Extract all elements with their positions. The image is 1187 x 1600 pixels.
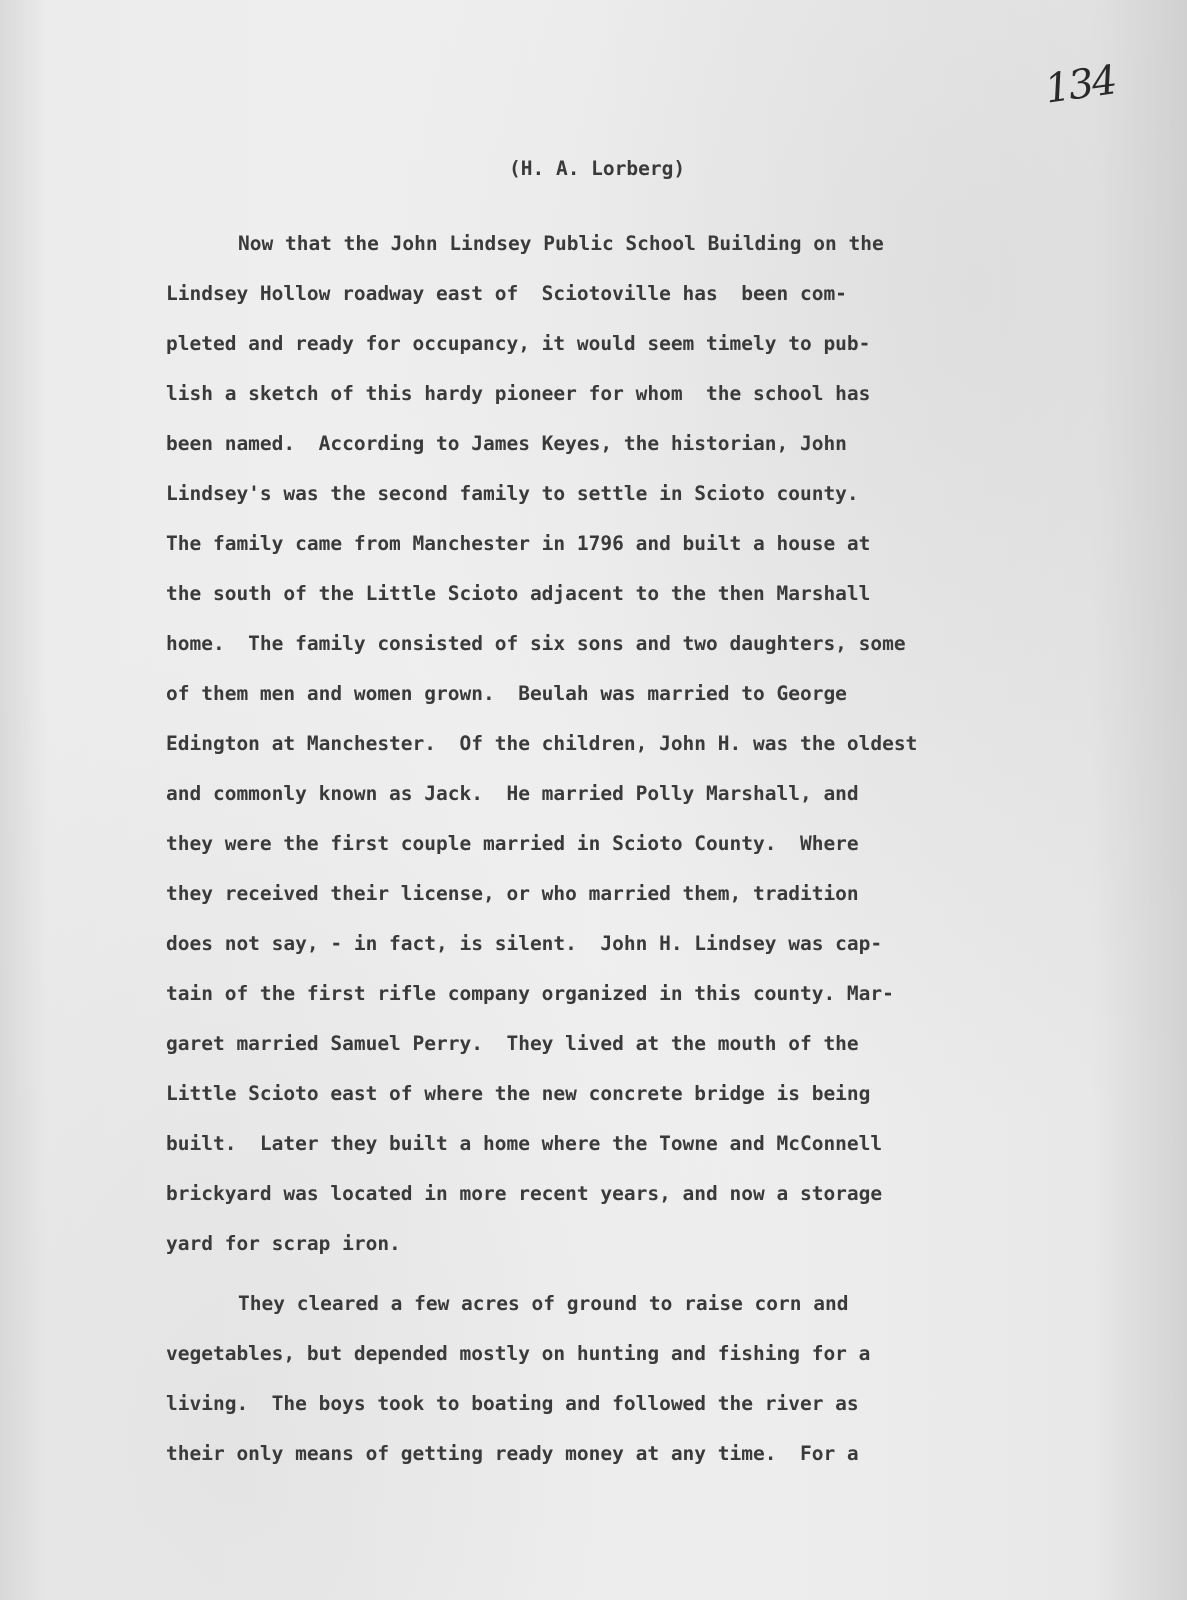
text-line: Edington at Manchester. Of the children, John H. was the oldest <box>166 732 918 755</box>
text-line: brickyard was located in more recent years, and now a storage <box>166 1182 883 1205</box>
text-line: yard for scrap iron. <box>166 1232 401 1255</box>
text-line: garet married Samuel Perry. They lived at the mouth of the <box>166 1032 859 1055</box>
text-line: They cleared a few acres of ground to raise corn and <box>238 1292 849 1315</box>
text-line: and commonly known as Jack. He married Polly Marshall, and <box>166 782 859 805</box>
text-line: their only means of getting ready money at any time. For a <box>166 1442 859 1465</box>
text-line: built. Later they built a home where the Towne and McConnell <box>166 1132 883 1155</box>
text-line: vegetables, but depended mostly on hunting and fishing for a <box>166 1342 871 1365</box>
text-line: they were the first couple married in Scioto County. Where <box>166 832 859 855</box>
text-line: living. The boys took to boating and followed the river as <box>166 1392 859 1415</box>
text-line: of them men and women grown. Beulah was married to George <box>166 682 847 705</box>
text-line: the south of the Little Scioto adjacent to the then Marshall <box>166 582 871 605</box>
text-line: pleted and ready for occupancy, it would seem timely to pub- <box>166 332 871 355</box>
text-line: lish a sketch of this hardy pioneer for whom the school has <box>166 382 871 405</box>
text-line: been named. According to James Keyes, the historian, John <box>166 432 847 455</box>
handwritten-page-number: 134 <box>1042 57 1119 113</box>
author-byline: (H. A. Lorberg) <box>509 157 686 180</box>
text-line: home. The family consisted of six sons and two daughters, some <box>166 632 906 655</box>
text-line: Little Scioto east of where the new concrete bridge is being <box>166 1082 871 1105</box>
text-line: Lindsey's was the second family to settle in Scioto county. <box>166 482 859 505</box>
text-line: they received their license, or who married them, tradition <box>166 882 859 905</box>
text-line: Lindsey Hollow roadway east of Sciotoville has been com- <box>166 282 847 305</box>
text-line: Now that the John Lindsey Public School Building on the <box>238 232 884 255</box>
text-line: does not say, - in fact, is silent. John H. Lindsey was cap- <box>166 932 883 955</box>
text-line: The family came from Manchester in 1796 and built a house at <box>166 532 871 555</box>
text-line: tain of the first rifle company organized in this county. Mar- <box>166 982 894 1005</box>
